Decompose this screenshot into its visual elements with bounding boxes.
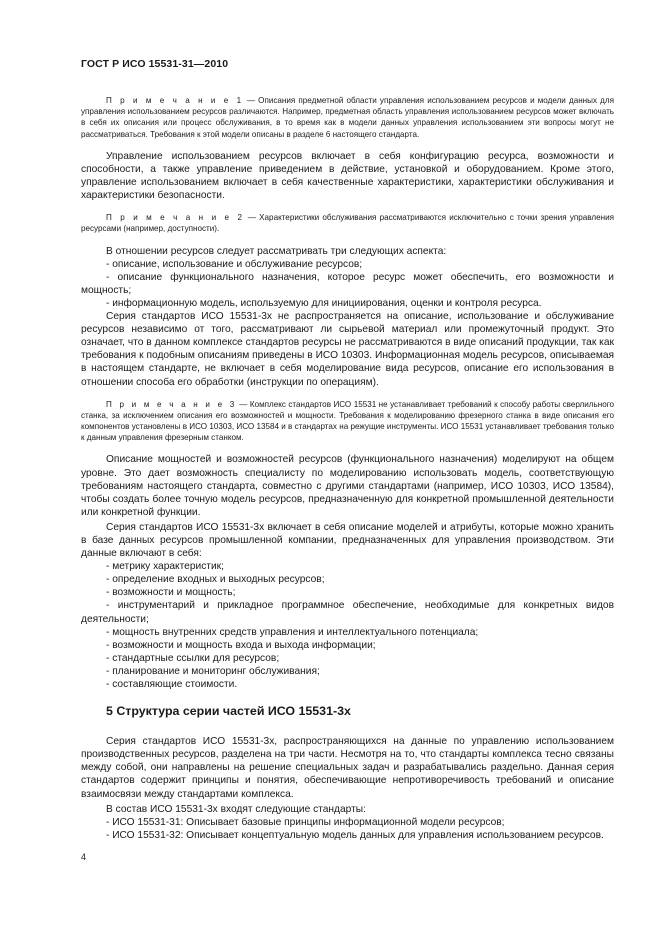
paragraph-usage-management: Управление использованием ресурсов включает в себя конфигурацию ресурса, возможности и способности, а также управление приведением в действие, установкой и оборудованием. Кроме этого, управление использованием включает в себя качественные характеристики, характеристики обслуживания и характеристики безопасности. [81,150,614,202]
list-item: - информационную модель, используемую для инициирования, оценки и контроля ресурса. [106,297,542,309]
paragraph-standards-intro: В состав ИСО 15531-3х входят следующие стандарты: [106,803,366,815]
note-1 [81,95,614,140]
list-item: - ИСО 15531-32: Описывает концептуальную модель данных для управления использованием ресурсов. [106,829,604,841]
list-item: - планирование и мониторинг обслуживания; [106,665,320,677]
note-1-text: — Описания предметной области управления использованием ресурсов и модели данных для управления использованием ресурсов различаются. Например, предметная область управления использованием ресурсов может включать в себя их описания или процесс обслуживания, в то время как в модели данных управления использованием эти вопросы могут не рассматриваться. Требования к этой модели описаны в разделе 6 настоящего стандарта. [81,96,614,139]
list-item: - метрику характеристик; [106,561,224,573]
paragraph-scope: Серия стандартов ИСО 15531-3х не распространяется на описание, использование и обслуживание ресурсов независимо от того, рассматривают ли сырьевой материал или промежуточный продукт. Это означает, что в данном комплексе стандартов ресурсы не рассматриваются в виде описаний продукции, так как требования к подобным описаниям приведены в ИСО 10303. Информационная модель ресурсов, описываемая в настоящем стандарте, не включает в себя моделирование вида ресурсов, описание его использования в отношении способа его обработки (инструкции по операциям). [81,311,614,388]
document-page [81,58,614,842]
list-item: - составляющие стоимости. [106,679,238,691]
paragraph-structure: Серия стандартов ИСО 15531-3х, распространяющихся на данные по управлению использованием производственных ресурсов, разделена на три части. Несмотря на то, что стандарты комплекса тесно связаны между собой, они направлены на решение специальных задач и разрабатывались раздельно. Данная серия стандартов содержит принципы и понятия, обеспечивающие непротиворечивость требований и описание взаимосвязи между стандартами комплекса. [81,736,614,800]
paragraph-data-intro: Серия стандартов ИСО 15531-3х включает в себя описание моделей и атрибуты, которые можно хранить в базе данных ресурсов промышленной компании, предназначенных для управления производством. Эти данные включают в себя: [81,521,614,560]
note-2-text: — Характеристики обслуживания рассматриваются исключительно с точки зрения управления ресурсами (например, доступности). [81,213,614,234]
note-2-label: П р и м е ч а н и е 2 [106,213,245,223]
note-1-label: П р и м е ч а н и е 1 [106,96,244,105]
list-item: - описание, использование и обслуживание ресурсов; [106,258,363,270]
paragraph-capabilities: Описание мощностей и возможностей ресурсов (функционального назначения) моделируют на общем уровне. Это дает возможность специалисту по моделированию использовать модель, соответствующую требованиям настоящего стандарта, совместно с другими стандартами (например, ИСО 10303, ИСО 13584), чтобы создать более точную модель ресурсов, предназначенную для конкретной промышленной деятельности или конкретной функции. [81,454,614,518]
list-item: - инструментарий и прикладное программное обеспечение, необходимые для конкретных видов деятельности; [81,600,614,625]
list-item: - определение входных и выходных ресурсов; [106,574,325,586]
paragraph-aspects-intro: В отношении ресурсов следует рассматривать три следующих аспекта: [106,245,447,257]
list-item: - возможности и мощность; [106,587,236,599]
document-header: ГОСТ Р ИСО 15531-31—2010 [81,58,229,70]
list-item: - описание функционального назначения, которое ресурс может обеспечить, его возможности и мощность; [81,271,614,296]
list-item: - возможности и мощность входа и выхода информации; [106,639,376,651]
note-3-label: П р и м е ч а н и е 3 [106,399,237,409]
note-3 [81,399,614,444]
list-item: - ИСО 15531-31: Описывает базовые принципы информационной модели ресурсов; [106,816,505,828]
note-3-text: — Комплекс стандартов ИСО 15531 не устанавливает требований к способу работы сверлильного станка, за исключением описания его возможностей и мощности. Требования к моделированию фрезерного станка в виде описания его компонентов установлены в ИСО 10303, ИСО 13584 и в стандартах на режущие инструменты. ИСО 15531 устанавливает требования только к данным управления фрезерным станком. [81,399,614,443]
list-item: - стандартные ссылки для ресурсов; [106,652,280,664]
note-2 [81,212,614,234]
list-item: - мощность внутренних средств управления и интеллектуального потенциала; [106,626,479,638]
page-number: 4 [81,852,87,862]
section-heading: 5 Структура серии частей ИСО 15531-3х [106,704,351,719]
